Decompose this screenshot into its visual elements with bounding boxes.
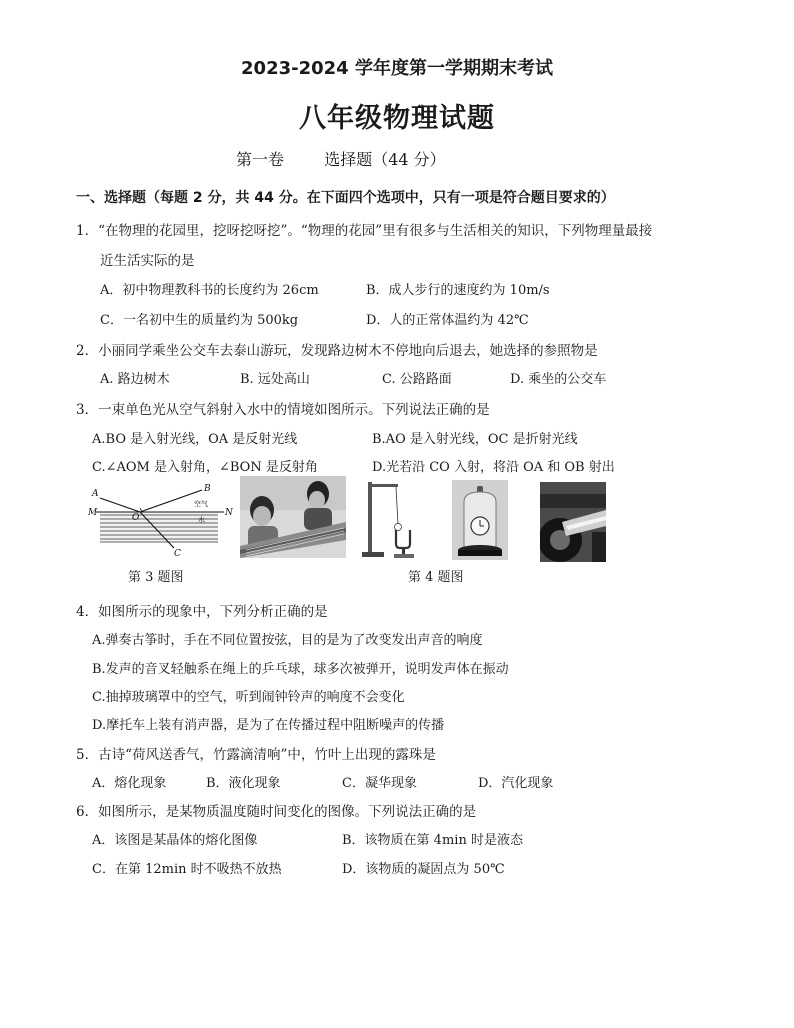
q2-stem: 2．小丽同学乘坐公交车去泰山游玩，发现路边树木不停地向后退去，她选择的参照物是 — [76, 343, 598, 359]
q2-option-c: C. 公路路面 — [382, 372, 452, 387]
label-water: 水 — [198, 516, 205, 524]
label-n: N — [225, 508, 233, 518]
q6-stem: 6．如图所示，是某物质温度随时间变化的图像。下列说法正确的是 — [76, 804, 477, 820]
q4-stem: 4．如图所示的现象中，下列分析正确的是 — [76, 604, 328, 620]
q5-option-c: C．凝华现象 — [342, 776, 417, 791]
motorcycle-muffler-photo — [540, 482, 606, 562]
label-o: O — [132, 513, 140, 523]
bell-jar-photo — [452, 480, 508, 560]
q4-option-b: B.发声的音叉轻触系在绳上的乒乓球，球多次被弹开，说明发声体在振动 — [92, 662, 509, 677]
label-c: C — [174, 549, 181, 558]
q5-stem: 5．古诗“荷风送香气，竹露滴清响”中，竹叶上出现的露珠是 — [76, 747, 436, 763]
q6-option-b: B．该物质在第 4min 时是液态 — [342, 833, 523, 848]
tuning-fork-photo — [356, 478, 424, 560]
q1-option-a: A．初中物理教科书的长度约为 26cm — [100, 283, 319, 298]
q4-option-d: D.摩托车上装有消声器，是为了在传播过程中阻断噪声的传播 — [92, 718, 445, 733]
q1-option-b: B．成人步行的速度约为 10m/s — [366, 283, 550, 298]
volume-heading — [236, 147, 446, 170]
q5-option-b: B．液化现象 — [206, 776, 281, 791]
q1-stem-line1: 1．“在物理的花园里，挖呀挖呀挖”。“物理的花园”里有很多与生活相关的知识，下列物理量最接 — [76, 223, 653, 239]
q5-option-d: D．汽化现象 — [478, 776, 554, 791]
q1-option-d: D．人的正常体温约为 42℃ — [366, 313, 529, 328]
q3-stem: 3．一束单色光从空气斜射入水中的情境如图所示。下列说法正确的是 — [76, 402, 490, 418]
q3-option-a: A.BO 是入射光线，OA 是反射光线 — [92, 432, 298, 447]
label-air: 空气 — [194, 500, 208, 508]
exam-main-title: 八年级物理试题 — [299, 103, 495, 134]
q5-option-a: A．熔化现象 — [92, 776, 167, 791]
q3-option-b: B.AO 是入射光线，OC 是折射光线 — [372, 432, 578, 447]
q2-option-b: B. 远处高山 — [240, 372, 310, 387]
q6-option-d: D．该物质的凝固点为 50℃ — [342, 862, 505, 877]
volume-name: 选择题（44 分） — [324, 150, 446, 169]
q6-option-c: C．在第 12min 时不吸热不放热 — [92, 862, 282, 877]
exam-year-title: 2023-2024 学年度第一学期期末考试 — [241, 58, 553, 79]
q3-option-c: C.∠AOM 是入射角，∠BON 是反射角 — [92, 460, 318, 475]
label-b: B — [204, 484, 211, 494]
ray-ob — [140, 490, 202, 512]
q4-option-c: C.抽掉玻璃罩中的空气，听到闹钟铃声的响度不会变化 — [92, 690, 405, 705]
q6-option-a: A．该图是某晶体的熔化图像 — [92, 833, 258, 848]
refraction-diagram — [88, 482, 234, 558]
ray-ao — [100, 498, 140, 512]
guzheng-photo — [240, 476, 346, 558]
q4-figure-caption: 第 4 题图 — [408, 570, 464, 585]
q2-option-a: A. 路边树木 — [100, 372, 170, 387]
q3-option-d: D.光若沿 CO 入射，将沿 OA 和 OB 射出 — [372, 460, 615, 475]
section-heading: 一、选择题（每题 2 分，共 44 分。在下面四个选项中，只有一项是符合题目要求的） — [76, 190, 615, 206]
q2-option-d: D. 乘坐的公交车 — [510, 372, 607, 387]
q1-stem-line2: 近生活实际的是 — [100, 253, 195, 269]
q4-option-a: A.弹奏古筝时，手在不同位置按弦，目的是为了改变发出声音的响度 — [92, 633, 483, 648]
q3-figure-caption: 第 3 题图 — [128, 570, 184, 585]
label-m: M — [88, 508, 98, 518]
label-a: A — [92, 489, 99, 499]
volume-label: 第一卷 — [236, 150, 285, 169]
q1-option-c: C．一名初中生的质量约为 500kg — [100, 313, 299, 328]
